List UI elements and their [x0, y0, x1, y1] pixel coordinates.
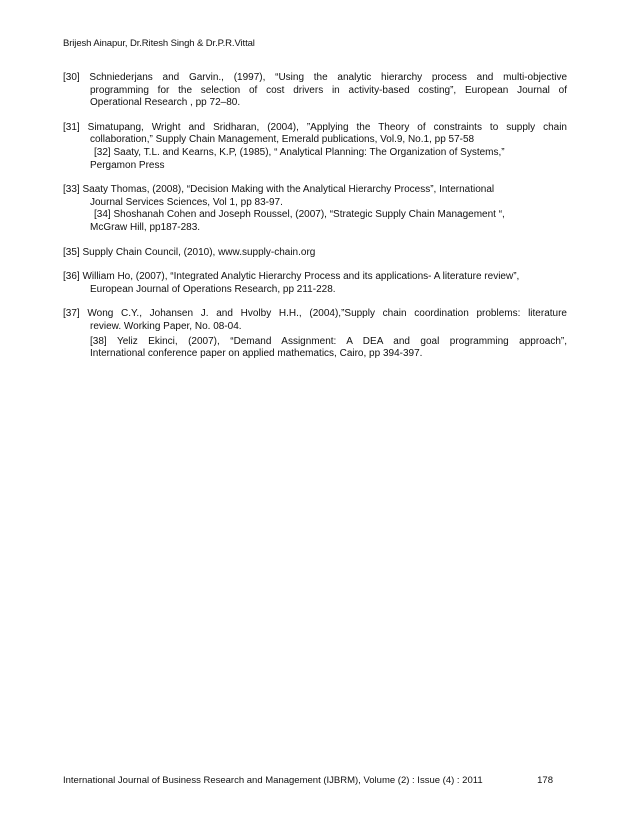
reference-line: review. Working Paper, No. 08-04. [90, 320, 242, 332]
references-list [63, 72, 567, 361]
reference-line: European Journal of Operations Research, pp 211-228. [90, 283, 336, 295]
reference-line: [30] Schniederjans and Garvin., (1997), “Using the analytic hierarchy process and multi-objective [63, 72, 567, 83]
reference-36 [63, 271, 567, 296]
reference-line: programming for the selection of cost drivers in activity-based costing”, European Journal of [90, 84, 567, 96]
page-footer [63, 775, 567, 786]
footer-journal-citation: International Journal of Business Research and Management (IJBRM), Volume (2) : Issue (4) : 2011 [63, 775, 483, 786]
reference-line: [32] Saaty, T.L. and Kearns, K.P, (1985), “ Analytical Planning: The Organization of Systems,” [94, 146, 505, 158]
reference-31 [63, 122, 567, 147]
reference-line: [34] Shoshanah Cohen and Joseph Roussel, (2007), “Strategic Supply Chain Management “, [94, 209, 505, 221]
reference-line: Journal Services Sciences, Vol 1, pp 83-97. [90, 196, 283, 208]
reference-line: [33] Saaty Thomas, (2008), “Decision Making with the Analytical Hierarchy Process”, International [63, 184, 495, 196]
reference-37 [63, 308, 567, 333]
reference-line: [37] Wong C.Y., Johansen J. and Hvolby H.H., (2004),”Supply chain coordination problems: literature [63, 308, 567, 320]
reference-line: [38] Yeliz Ekinci, (2007), “Demand Assignment: A DEA and goal programming approach”, [90, 335, 567, 347]
reference-line: [36] William Ho, (2007), “Integrated Analytic Hierarchy Process and its applications- A literature review”, [63, 271, 520, 283]
reference-line: Pergamon Press [90, 159, 165, 171]
reference-line: [31] Simatupang, Wright and Sridharan, (2004), ”Applying the Theory of constraints to supply chain [63, 121, 567, 133]
reference-line: [35] Supply Chain Council, (2010), www.supply-chain.org [63, 246, 316, 258]
header-authors: Brijesh Ainapur, Dr.Ritesh Singh & Dr.P.R.Vittal [63, 38, 255, 49]
reference-33 [63, 184, 567, 209]
reference-line: International conference paper on applied mathematics, Cairo, pp 394-397. [90, 348, 423, 360]
reference-line: McGraw Hill, pp187-283. [90, 221, 201, 233]
reference-line: collaboration,” Supply Chain Management, Emerald publications, Vol.9, No.1, pp 57-58 [90, 134, 475, 146]
reference-32 [63, 147, 567, 172]
page-header [63, 38, 255, 49]
reference-30 [63, 72, 567, 110]
reference-line: Operational Research , pp 72–80. [90, 97, 241, 109]
footer-page-number: 178 [537, 775, 553, 786]
reference-38 [63, 336, 567, 361]
reference-34 [63, 209, 567, 234]
reference-35 [63, 247, 567, 260]
